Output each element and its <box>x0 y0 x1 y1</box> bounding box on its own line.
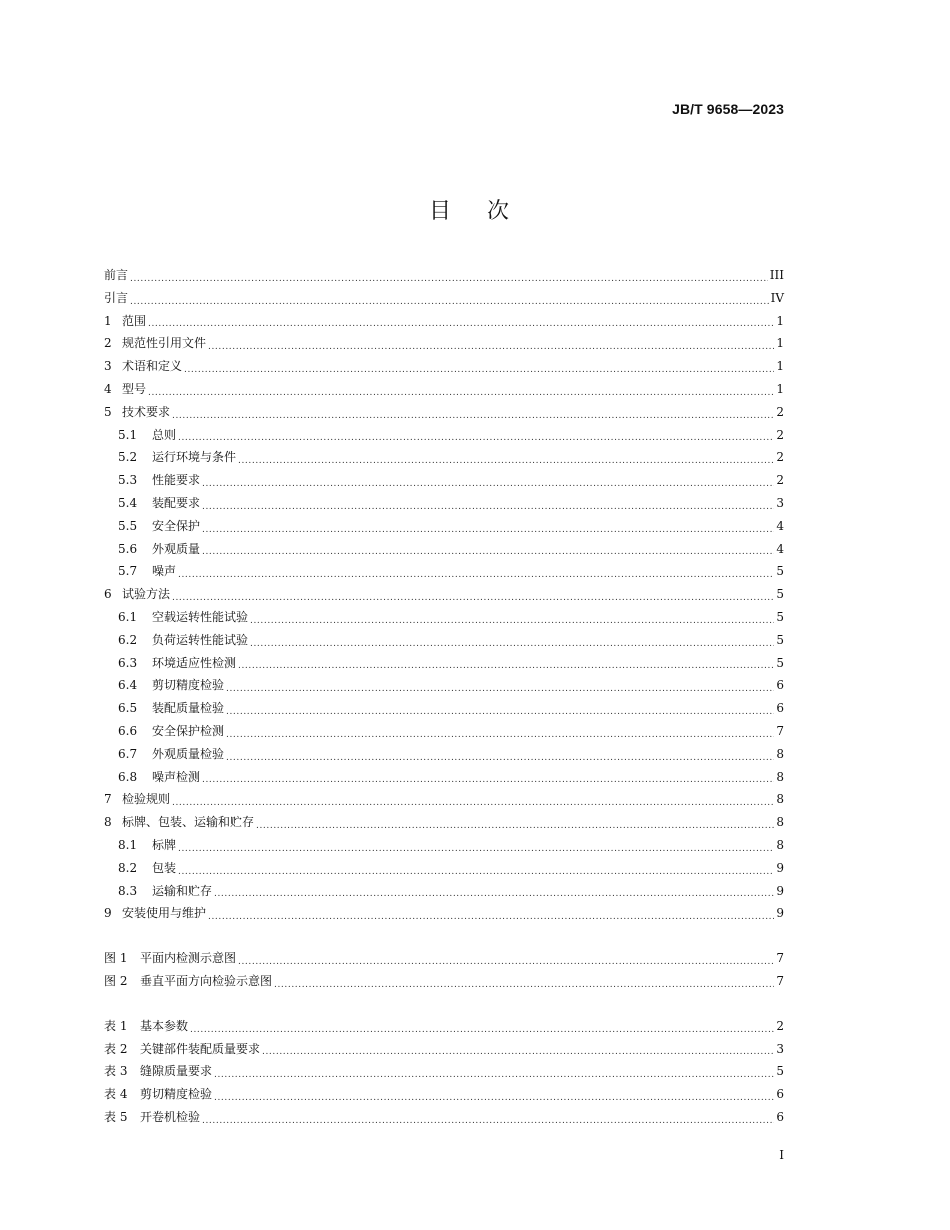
toc-entry-label: 标牌 <box>152 837 177 852</box>
dot-leader <box>250 629 774 652</box>
toc-entry[interactable] <box>104 606 784 629</box>
toc-entry-label: 装配要求 <box>152 495 201 510</box>
toc-entry-number: 7 <box>104 792 112 807</box>
dot-leader <box>190 1015 774 1038</box>
toc-entry[interactable] <box>104 811 784 834</box>
toc-entry-number: 4 <box>104 381 112 396</box>
standard-code: JB/T 9658—2023 <box>672 101 784 117</box>
toc-entry[interactable] <box>104 424 784 447</box>
toc-entry-label: 试验方法 <box>122 587 171 602</box>
toc-entry-page: 6 <box>776 1109 784 1124</box>
toc-gap <box>104 993 784 1015</box>
toc-entry-page: 6 <box>776 678 784 693</box>
toc-entry-page: 5 <box>776 609 784 624</box>
dot-leader <box>214 1083 774 1106</box>
toc-entry-number: 8.1 <box>118 837 138 852</box>
toc-entry-label: 剪切精度检验 <box>140 1087 213 1102</box>
toc-entry-number: 8.3 <box>118 883 138 898</box>
toc-figures <box>104 947 784 993</box>
dot-leader <box>202 766 774 789</box>
toc-entry-number: 6.2 <box>118 632 138 647</box>
toc-entry-label: 缝隙质量要求 <box>140 1064 213 1079</box>
toc-entry-label: 空载运转性能试验 <box>152 609 249 624</box>
toc-entry-number: 6.6 <box>118 723 138 738</box>
toc-entry-label: 安装使用与维护 <box>122 906 207 921</box>
toc-entry-page: 9 <box>776 906 784 921</box>
toc-entry-number: 5.2 <box>118 450 138 465</box>
toc-entry[interactable] <box>104 560 784 583</box>
toc-entry-label: 安全保护 <box>152 518 201 533</box>
toc-entry-number: 2 <box>104 336 112 351</box>
dot-leader <box>130 264 768 287</box>
toc-entry-label: 垂直平面方向检验示意图 <box>140 973 273 988</box>
toc-entry-number: 6.8 <box>118 769 138 784</box>
toc-entry-label: 噪声 <box>152 564 177 579</box>
toc-entry[interactable] <box>104 355 784 378</box>
toc-entry-label: 负荷运转性能试验 <box>152 632 249 647</box>
toc-entry-page: 2 <box>776 1018 784 1033</box>
toc-entry[interactable] <box>104 857 784 880</box>
toc-entry-label: 标牌、包装、运输和贮存 <box>122 815 255 830</box>
dot-leader <box>226 743 774 766</box>
toc-entry[interactable] <box>104 1038 784 1061</box>
dot-leader <box>262 1038 774 1061</box>
toc-entry-label: 剪切精度检验 <box>152 678 225 693</box>
page-number: I <box>779 1148 784 1162</box>
toc-entry-page: 3 <box>776 495 784 510</box>
toc-entry-page: 5 <box>776 632 784 647</box>
toc-entry-page: 1 <box>776 381 784 396</box>
toc-entry-label: 噪声检测 <box>152 769 201 784</box>
toc-entry-page: 5 <box>776 1064 784 1079</box>
toc-entry-number: 6.7 <box>118 746 138 761</box>
toc-entry-page: 8 <box>776 769 784 784</box>
toc-entry[interactable] <box>104 652 784 675</box>
toc-entry[interactable] <box>104 720 784 743</box>
toc-entry-label: 型号 <box>122 381 147 396</box>
toc-entry-page: 6 <box>776 1087 784 1102</box>
dot-leader <box>256 811 774 834</box>
toc-entry[interactable] <box>104 446 784 469</box>
dot-leader <box>202 1106 774 1129</box>
toc-entry-label: 运输和贮存 <box>152 883 213 898</box>
dot-leader <box>148 310 774 333</box>
toc-entry-number: 表 4 <box>104 1087 128 1102</box>
toc-entry-label: 外观质量检验 <box>152 746 225 761</box>
dot-leader <box>250 606 774 629</box>
toc-entry[interactable] <box>104 378 784 401</box>
toc-entry-page: 1 <box>776 359 784 374</box>
toc-entry-label: 装配质量检验 <box>152 701 225 716</box>
dot-leader <box>238 947 774 970</box>
toc-entry-label: 术语和定义 <box>122 359 183 374</box>
toc-sections <box>104 264 784 925</box>
toc-entry-page: 8 <box>776 746 784 761</box>
toc-entry-number: 6.5 <box>118 701 138 716</box>
dot-leader <box>202 515 774 538</box>
toc-entry-page: 7 <box>776 723 784 738</box>
toc-entry-label: 外观质量 <box>152 541 201 556</box>
toc-entry[interactable] <box>104 583 784 606</box>
toc-entry-number: 5.4 <box>118 495 138 510</box>
toc-entry-number: 1 <box>104 313 112 328</box>
page-title: 目次 <box>428 199 545 224</box>
toc-entry-number: 5.7 <box>118 564 138 579</box>
toc-entry[interactable] <box>104 697 784 720</box>
toc-entry[interactable] <box>104 970 784 993</box>
toc-entry[interactable] <box>104 674 784 697</box>
toc-entry-label: 关键部件装配质量要求 <box>140 1041 261 1056</box>
toc-entry-label: 前言 <box>104 268 129 282</box>
toc-entry-page: 8 <box>776 837 784 852</box>
toc-entry-number: 5.5 <box>118 518 138 533</box>
toc-entry[interactable] <box>104 332 784 355</box>
toc-entry[interactable] <box>104 515 784 538</box>
toc-entry[interactable] <box>104 1106 784 1129</box>
toc-entry-page: III <box>769 268 784 282</box>
toc-entry-page: 5 <box>776 655 784 670</box>
toc-entry[interactable] <box>104 1015 784 1038</box>
toc-entry-label: 包装 <box>152 860 177 875</box>
toc-entry[interactable] <box>104 264 784 287</box>
toc-entry-page: 7 <box>776 973 784 988</box>
dot-leader <box>178 424 774 447</box>
toc-entry-number: 表 2 <box>104 1041 128 1056</box>
toc-entry-number: 6 <box>104 587 112 602</box>
dot-leader <box>238 652 774 675</box>
toc-entry-page: 2 <box>776 473 784 488</box>
toc-entry-label: 运行环境与条件 <box>152 450 237 465</box>
dot-leader <box>214 1060 774 1083</box>
toc-entry-number: 5.6 <box>118 541 138 556</box>
toc-gap <box>104 925 784 947</box>
toc-entry-page: 8 <box>776 815 784 830</box>
toc-entry-label: 基本参数 <box>140 1018 189 1033</box>
toc-entry-number: 5.1 <box>118 427 138 442</box>
toc-entry[interactable] <box>104 880 784 903</box>
dot-leader <box>226 697 774 720</box>
dot-leader <box>172 583 774 606</box>
dot-leader <box>202 538 774 561</box>
toc-entry-page: 5 <box>776 587 784 602</box>
toc-entry[interactable] <box>104 766 784 789</box>
dot-leader <box>208 332 774 355</box>
dot-leader <box>130 287 769 310</box>
dot-leader <box>202 469 774 492</box>
dot-leader <box>226 674 774 697</box>
toc-tables <box>104 1015 784 1129</box>
toc-entry-number: 图 2 <box>104 973 128 988</box>
toc-entry-number: 6.4 <box>118 678 138 693</box>
toc-entry[interactable] <box>104 1060 784 1083</box>
dot-leader <box>148 378 774 401</box>
toc-entry-number: 8.2 <box>118 860 138 875</box>
toc-entry[interactable] <box>104 310 784 333</box>
toc-entry-page: 6 <box>776 701 784 716</box>
dot-leader <box>226 720 774 743</box>
toc-entry-label: 技术要求 <box>122 404 171 419</box>
toc-entry-page: 2 <box>776 427 784 442</box>
toc-entry[interactable] <box>104 538 784 561</box>
toc-entry-label: 开卷机检验 <box>140 1109 201 1124</box>
toc-entry-label: 平面内检测示意图 <box>140 951 237 966</box>
toc-entry-label: 检验规则 <box>122 792 171 807</box>
toc-entry-page: 5 <box>776 564 784 579</box>
dot-leader <box>214 880 774 903</box>
toc-entry-page: IV <box>770 290 784 305</box>
toc-entry[interactable] <box>104 629 784 652</box>
toc-entry-number: 5 <box>104 404 112 419</box>
toc-entry-page: 2 <box>776 404 784 419</box>
toc-entry-page: 1 <box>776 313 784 328</box>
dot-leader <box>178 834 774 857</box>
toc-entry[interactable] <box>104 287 784 310</box>
toc-entry[interactable] <box>104 834 784 857</box>
toc-entry-page: 2 <box>776 450 784 465</box>
toc-entry-page: 1 <box>776 336 784 351</box>
toc-entry-page: 4 <box>776 518 784 533</box>
toc-entry-page: 9 <box>776 860 784 875</box>
toc-entry[interactable] <box>104 743 784 766</box>
toc-entry-number: 8 <box>104 815 112 830</box>
toc-entry-page: 7 <box>776 951 784 966</box>
toc-entry[interactable] <box>104 469 784 492</box>
toc-entry-number: 6.3 <box>118 655 138 670</box>
toc-entry-label: 规范性引用文件 <box>122 336 207 351</box>
dot-leader <box>172 788 774 811</box>
toc-entry-page: 9 <box>776 883 784 898</box>
toc-entry[interactable] <box>104 401 784 424</box>
toc-entry-label: 范围 <box>122 313 147 328</box>
dot-leader <box>202 492 774 515</box>
toc-entry-number: 3 <box>104 359 112 374</box>
toc-entry-label: 总则 <box>152 427 177 442</box>
toc-entry-number: 表 1 <box>104 1018 128 1033</box>
toc-entry[interactable] <box>104 788 784 811</box>
toc-entry-page: 4 <box>776 541 784 556</box>
toc-entry-number: 表 5 <box>104 1109 128 1124</box>
dot-leader <box>238 446 774 469</box>
toc-entry[interactable] <box>104 902 784 925</box>
toc-entry-label: 安全保护检测 <box>152 723 225 738</box>
toc-entry-page: 8 <box>776 792 784 807</box>
toc-entry-label: 性能要求 <box>152 473 201 488</box>
toc-entry-page: 3 <box>776 1041 784 1056</box>
toc-entry-label: 环境适应性检测 <box>152 655 237 670</box>
toc-entry-number: 9 <box>104 906 112 921</box>
toc-entry[interactable] <box>104 1083 784 1106</box>
dot-leader <box>184 355 774 378</box>
dot-leader <box>178 560 774 583</box>
toc-entry-label: 引言 <box>104 290 129 305</box>
toc-entry-number: 5.3 <box>118 473 138 488</box>
dot-leader <box>178 857 774 880</box>
toc-entry-number: 表 3 <box>104 1064 128 1079</box>
toc-entry[interactable] <box>104 947 784 970</box>
dot-leader <box>208 902 774 925</box>
toc-entry-number: 图 1 <box>104 951 128 966</box>
table-of-contents <box>104 264 784 1129</box>
toc-entry-number: 6.1 <box>118 609 138 624</box>
dot-leader <box>172 401 774 424</box>
toc-entry[interactable] <box>104 492 784 515</box>
dot-leader <box>274 970 774 993</box>
